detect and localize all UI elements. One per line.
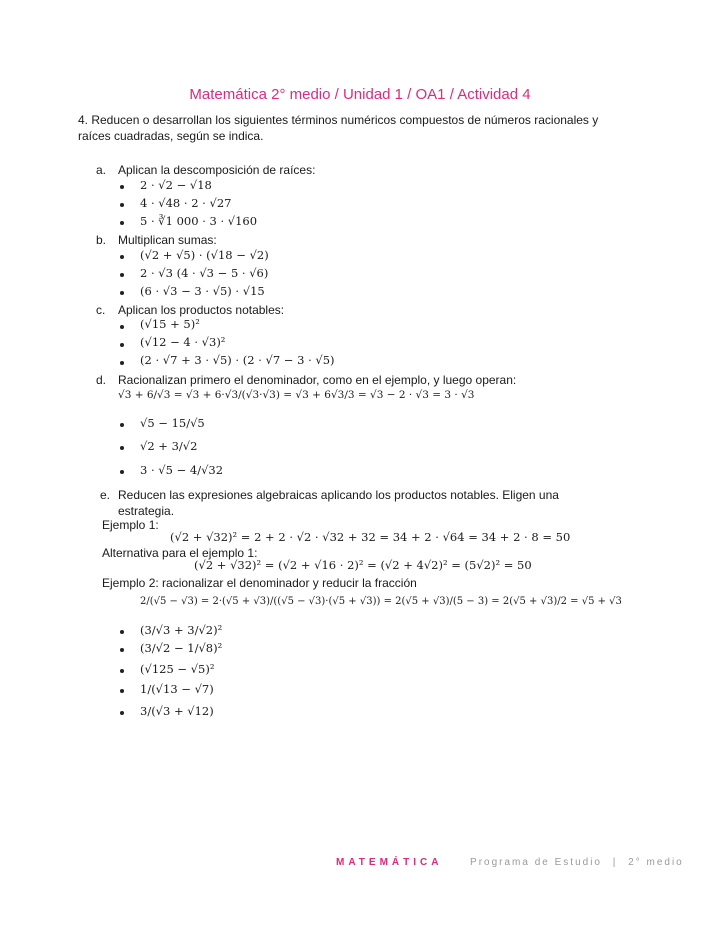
bullet-icon — [120, 273, 124, 277]
bullet-icon — [120, 255, 124, 259]
section-e-label-line1: Reducen las expresiones algebraicas aplicando los productos notables. Eligen una — [118, 488, 559, 502]
page-footer — [336, 857, 684, 868]
section-e-marker: e. — [100, 488, 111, 502]
section-e-label-line2: estrategia. — [118, 504, 175, 518]
section-c-item-3: (2 · √7 + 3 · √5) · (2 · √7 − 3 · √5) — [140, 353, 335, 367]
bullet-icon — [120, 423, 124, 427]
page-title: Matemática 2° medio / Unidad 1 / OA1 / Actividad 4 — [189, 86, 531, 103]
section-a-marker: a. — [96, 163, 107, 177]
bullet-icon — [120, 711, 124, 715]
section-d-item-1: √5 − 15/√5 — [140, 416, 205, 430]
section-e-item-3: (√125 − √5)² — [140, 662, 215, 676]
bullet-icon — [120, 203, 124, 207]
bullet-icon — [120, 343, 124, 347]
bullet-icon — [120, 221, 124, 225]
bullet-icon — [120, 689, 124, 693]
footer-separator: | — [612, 857, 618, 868]
section-d-item-2: √2 + 3/√2 — [140, 439, 198, 453]
footer-program: Programa de Estudio — [470, 857, 602, 868]
footer-grade: 2° medio — [628, 857, 684, 868]
section-d-item-3: 3 · √5 − 4/√32 — [140, 463, 224, 477]
section-b-item-2: 2 · √3 (4 · √3 − 5 · √6) — [140, 266, 269, 280]
example-1-label: Ejemplo 1: — [102, 518, 159, 532]
section-e-item-2: (3/√2 − 1/√8)² — [140, 641, 223, 655]
section-a-item-2: 4 · √48 · 2 · √27 — [140, 196, 232, 210]
example-2-math: 2/(√5 − √3) = 2·(√5 + √3)/((√5 − √3)·(√5 + √3)) = 2(√5 + √3)/(5 − 3) = 2(√5 + √3)/2 = √5 + √3 — [140, 596, 622, 607]
section-c-marker: c. — [96, 303, 106, 317]
section-d-marker: d. — [96, 373, 107, 387]
section-b-item-3: (6 · √3 − 3 · √5) · √15 — [140, 284, 265, 298]
section-d-example: √3 + 6/√3 = √3 + 6·√3/(√3·√3) = √3 + 6√3/3 = √3 − 2 · √3 = 3 · √3 — [118, 389, 475, 401]
alternative-math: (√2 + √32)² = (√2 + √16 · 2)² = (√2 + 4√2)² = (5√2)² = 50 — [194, 558, 532, 572]
section-a-item-3: 5 · ∛1 000 · 3 · √160 — [140, 214, 258, 228]
example-1-math: (√2 + √32)² = 2 + 2 · √2 · √32 + 32 = 34 + 2 · √64 = 34 + 2 · 8 = 50 — [170, 530, 571, 544]
bullet-icon — [120, 325, 124, 329]
section-b-marker: b. — [96, 233, 107, 247]
activity-intro-line1: 4. Reducen o desarrollan los siguientes términos numéricos compuestos de números racionales y — [78, 113, 599, 127]
section-c-item-2: (√12 − 4 · √3)² — [140, 335, 226, 349]
section-c-label: Aplican los productos notables: — [118, 303, 285, 317]
bullet-icon — [120, 470, 124, 474]
section-e-item-4: 1/(√13 − √7) — [140, 682, 214, 696]
bullet-icon — [120, 446, 124, 450]
bullet-icon — [120, 361, 124, 365]
activity-intro-line2: raíces cuadradas, según se indica. — [78, 129, 264, 143]
section-c-item-1: (√15 + 5)² — [140, 317, 200, 331]
section-e-item-1: (3/√3 + 3/√2)² — [140, 623, 223, 637]
section-a-label: Aplican la descomposición de raíces: — [118, 163, 316, 177]
section-a-item-1: 2 · √2 − √18 — [140, 178, 212, 192]
footer-brand: MATEMÁTICA — [336, 857, 443, 868]
bullet-icon — [120, 630, 124, 634]
bullet-icon — [120, 291, 124, 295]
bullet-icon — [120, 648, 124, 652]
section-b-label: Multiplican sumas: — [118, 233, 217, 247]
section-e-item-5: 3/(√3 + √12) — [140, 704, 214, 718]
example-2-label: Ejemplo 2: racionalizar el denominador y reducir la fracción — [102, 576, 417, 590]
bullet-icon — [120, 669, 124, 673]
alternative-label: Alternativa para el ejemplo 1: — [102, 546, 258, 560]
section-d-label: Racionalizan primero el denominador, como en el ejemplo, y luego operan: — [118, 373, 517, 387]
bullet-icon — [120, 185, 124, 189]
section-b-item-1: (√2 + √5) · (√18 − √2) — [140, 248, 269, 262]
